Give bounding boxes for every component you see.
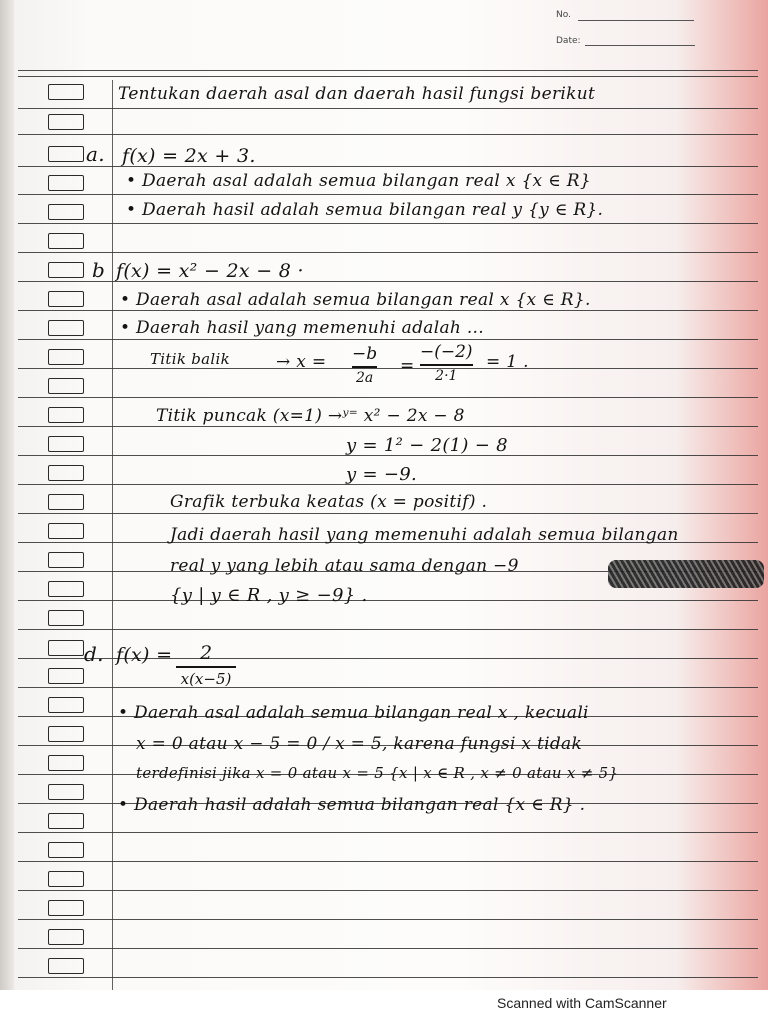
range-set-notation: {y | y ∈ R , y ≥ −9} . — [170, 585, 368, 606]
equals-sign: = — [400, 356, 415, 376]
margin-box — [48, 291, 84, 307]
fraction-denominator: x(x−5) — [180, 669, 232, 688]
part-d-domain-line-1: • Daerah asal adalah semua bilangan real x , kecuali — [118, 703, 589, 723]
margin-box — [48, 668, 84, 684]
scanner-watermark: Scanned with CamScanner — [497, 995, 667, 1011]
margin-box — [48, 900, 84, 916]
date-line — [585, 45, 695, 46]
ruled-line — [18, 861, 758, 862]
part-d-function-fraction — [176, 642, 236, 688]
vertex-x-result: = 1 . — [486, 352, 529, 372]
margin-box — [48, 958, 84, 974]
part-a-range: • Daerah hasil adalah semua bilangan real y {y ∈ R}. — [126, 200, 604, 220]
margin-box — [48, 84, 84, 100]
margin-box — [48, 640, 84, 656]
titik-puncak-line: Titik puncak (x=1) →ʸ⁼ x² − 2x − 8 — [156, 406, 465, 426]
ruled-line — [18, 397, 758, 398]
part-b-label: b — [92, 258, 106, 282]
calc-line-2: y = −9. — [346, 464, 418, 485]
part-d-domain-line-2: x = 0 atau x − 5 = 0 / x = 5, karena fungsi x tidak — [136, 734, 583, 754]
part-a-label: a. — [86, 142, 105, 166]
margin-box — [48, 204, 84, 220]
margin-line — [112, 80, 113, 990]
part-b-domain: • Daerah asal adalah semua bilangan real x {x ∈ R}. — [120, 290, 591, 310]
conclusion-line-1: Jadi daerah hasil yang memenuhi adalah semua bilangan — [170, 525, 679, 545]
fraction-denominator: 2a — [355, 369, 374, 386]
ruled-line — [18, 368, 758, 369]
ruled-line — [18, 223, 758, 224]
margin-box — [48, 436, 84, 452]
part-b-function: f(x) = x² − 2x − 8 · — [116, 260, 304, 282]
ruled-line — [18, 339, 758, 340]
margin-box — [48, 114, 84, 130]
part-b-range-intro: • Daerah hasil yang memenuhi adalah ... — [120, 318, 484, 338]
margin-box — [48, 581, 84, 597]
instruction-text: Tentukan daerah asal dan daerah hasil fungsi berikut — [118, 84, 596, 104]
ruled-line — [18, 890, 758, 891]
margin-box — [48, 378, 84, 394]
vertex-substitution-fraction — [420, 342, 473, 384]
ruled-line — [18, 426, 758, 427]
vertex-formula-fraction — [352, 344, 377, 386]
ruled-line — [18, 108, 758, 109]
ruled-line — [18, 977, 758, 978]
fraction-numerator: −b — [352, 344, 378, 364]
margin-box — [48, 494, 84, 510]
fraction-numerator: −(−2) — [420, 342, 473, 362]
margin-box — [48, 320, 84, 336]
margin-box — [48, 871, 84, 887]
margin-box — [48, 233, 84, 249]
titik-balik-arrow: → x = — [276, 352, 327, 372]
margin-box — [48, 407, 84, 423]
ruled-line — [18, 832, 758, 833]
part-a-domain: • Daerah asal adalah semua bilangan real x {x ∈ R} — [126, 171, 591, 191]
ruled-line — [18, 948, 758, 949]
conclusion-line-2: real y yang lebih atau sama dengan −9 — [170, 556, 519, 576]
margin-box — [48, 929, 84, 945]
no-label: No. — [556, 10, 571, 20]
fraction-bar — [352, 366, 377, 368]
fraction-denominator: 2·1 — [435, 367, 458, 384]
scribbled-out-text — [608, 560, 764, 588]
margin-box — [48, 755, 84, 771]
fraction-numerator: 2 — [199, 642, 213, 664]
ruled-line — [18, 70, 758, 71]
margin-box — [48, 726, 84, 742]
part-a-function: f(x) = 2x + 3. — [122, 145, 256, 167]
ruled-line — [18, 919, 758, 920]
titik-balik-label: Titik balik — [150, 350, 231, 368]
part-d-label: d. — [84, 642, 104, 666]
ruled-line — [18, 76, 758, 77]
margin-box — [48, 465, 84, 481]
margin-box — [48, 523, 84, 539]
margin-box — [48, 784, 84, 800]
ruled-line — [18, 513, 758, 514]
part-d-domain-line-3: terdefinisi jika x = 0 atau x = 5 {x | x ∈ R , x ≠ 0 atau x ≠ 5} — [136, 764, 619, 782]
part-d-function-lhs: f(x) = — [116, 644, 173, 666]
fraction-bar — [176, 666, 236, 668]
margin-box — [48, 610, 84, 626]
ruled-line — [18, 252, 758, 253]
ruled-line — [18, 134, 758, 135]
ruled-line — [18, 629, 758, 630]
graph-note: Grafik terbuka keatas (x = positif) . — [170, 492, 488, 512]
margin-box — [48, 262, 84, 278]
no-line — [578, 20, 694, 21]
ruled-line — [18, 194, 758, 195]
margin-box — [48, 842, 84, 858]
ruled-line — [18, 687, 758, 688]
date-label: Date: — [556, 36, 581, 46]
margin-box — [48, 552, 84, 568]
margin-box — [48, 175, 84, 191]
part-d-range: • Daerah hasil adalah semua bilangan real {x ∈ R} . — [118, 795, 586, 815]
ruled-line — [18, 600, 758, 601]
margin-box — [48, 146, 84, 162]
ruled-line — [18, 310, 758, 311]
margin-box — [48, 813, 84, 829]
margin-box — [48, 697, 84, 713]
calc-line-1: y = 1² − 2(1) − 8 — [346, 435, 508, 456]
margin-box — [48, 349, 84, 365]
fraction-bar — [420, 364, 473, 366]
